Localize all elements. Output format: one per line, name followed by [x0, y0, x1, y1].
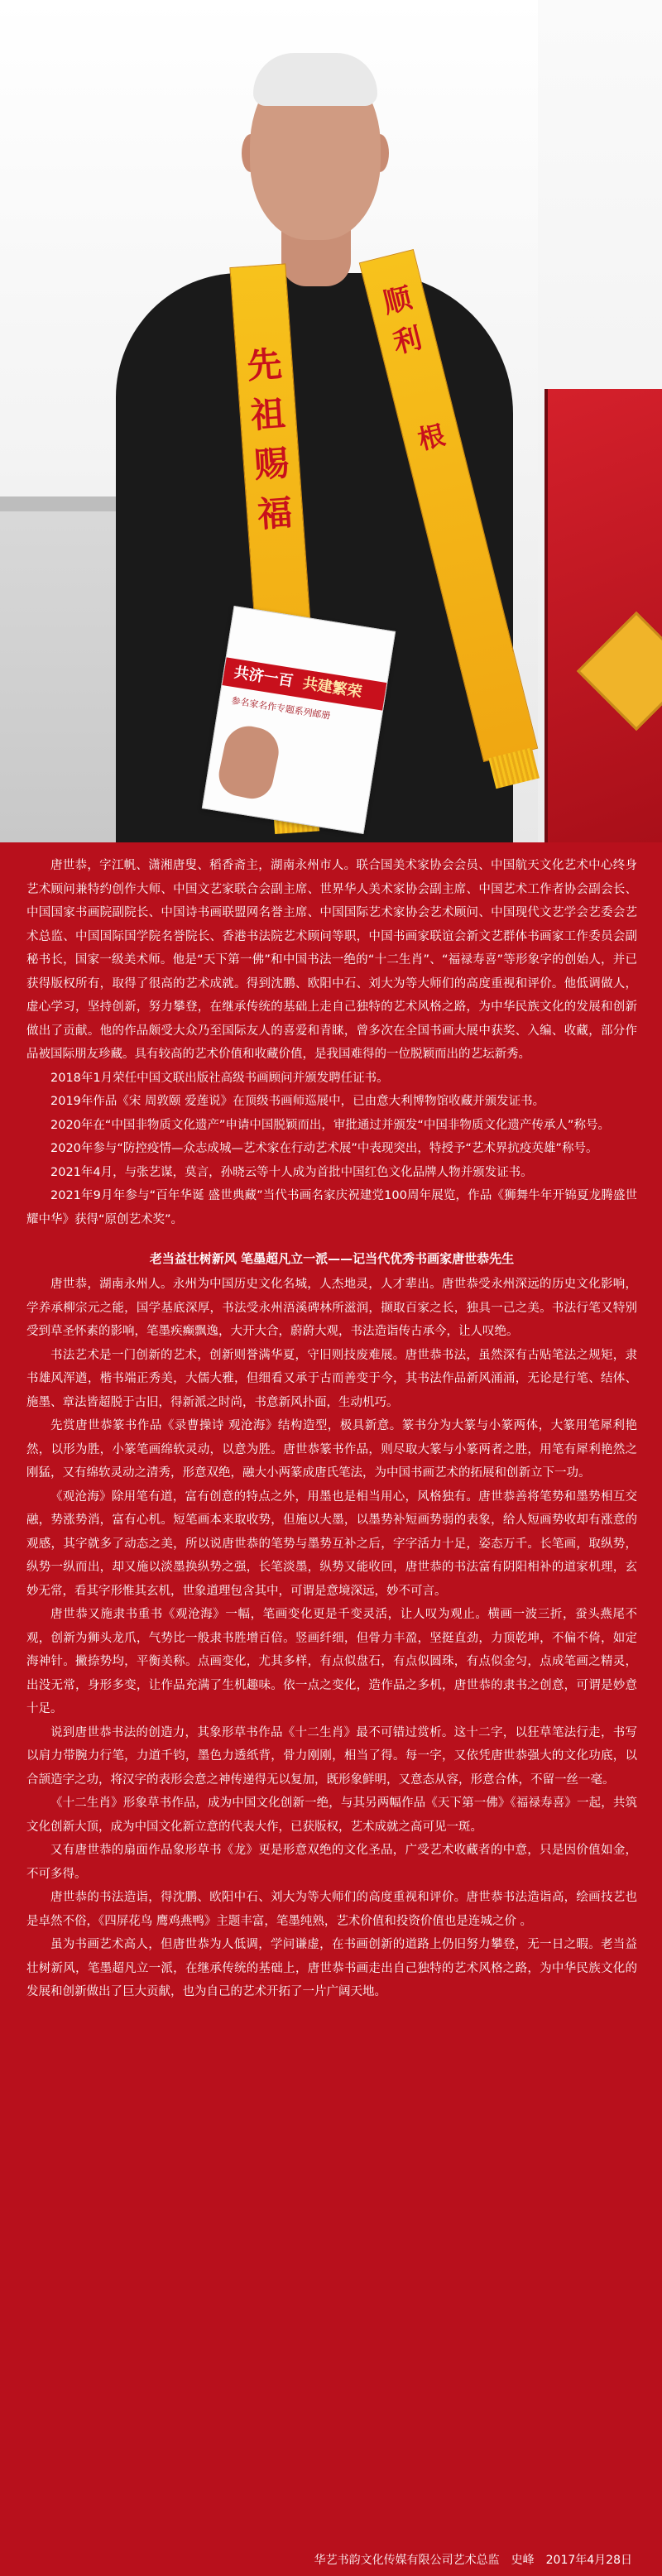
- intro-paragraph: 2018年1月荣任中国文联出版社高级书画顾问并颁发聘任证书。: [50, 1071, 389, 1085]
- intro-paragraph: 2020年在“中国非物质文化遗产”申请中国脱颖而出，审批通过并颁发“中国非物质文化遗产传承人”称号。: [50, 1118, 610, 1132]
- scarf-fringe-right: [488, 747, 540, 789]
- certificate-booklet: [202, 606, 396, 834]
- scarf-right-lower-char: 根: [415, 419, 449, 456]
- article-paragraph: 《观沧海》除用笔有道，富有创意的特点之外，用墨也是相当用心，风格独有。唐世恭善将笔势和墨势相互交融，势涨势消，富有心机。短笔画本来取收势，但施以大墨，以墨势补短画势弱的表象，给人短画势收却有涨意的观感，其字就多了动态之美，所以说唐世恭的笔势与墨势互补之后，字字活力十足，姿态万千。长笔画，取纵势，纵势一纵而出，却又施以淡墨换纵势之强，长笔淡墨，纵势又能收回，唐世恭的书法富有阴阳相补的道家机理，玄妙无常，看其字形惟其玄机，世象道理包含其中，可谓是意境深远，妙不可言。: [26, 1489, 637, 1598]
- author-signature: 华艺书韵文化传媒有限公司艺术总监 史峰 2017年4月28日: [314, 2554, 632, 2567]
- article-paragraph: 唐世恭的书法造诣，得沈鹏、欧阳中石、刘大为等大师们的高度重视和评价。唐世恭书法造诣高，绘画技艺也是卓然不俗，《四屏花鸟 鹰鸡燕鸭》主题丰富，笔墨纯熟，艺术价值和投资价值也是连城之价 。: [26, 1891, 637, 1928]
- article-title: 老当益壮树新风 笔墨超凡立一派——记当代优秀书画家唐世恭先生: [149, 1251, 515, 1266]
- article-paragraph: 《十二生肖》形象草书作品，成为中国文化创新一绝，与其另两幅作品《天下第一佛》《福禄寿喜》一起，共筑文化创新大顶，成为中国文化新立意的代表大作，已获版权，艺术成就之高可见一斑。: [26, 1796, 637, 1834]
- intro-paragraph: 2020年参与“防控疫情—众志成城—艺术家在行动艺术展”中表现突出，特授予“艺术界抗疫英雄”称号。: [50, 1142, 598, 1155]
- article-paragraph: 又有唐世恭的扇面作品象形草书《龙》更是形意双绝的文化圣品，广受艺术收藏者的中意，只是因价值如金，不可多得。: [26, 1844, 637, 1881]
- article-paragraph: 书法艺术是一门创新的艺术，创新则誉满华夏，守旧则技废难展。唐世恭书法，虽然深有古贴笔法之规矩，隶书雄风浑遒，楷书端正秀美，大儒大雅，但细看又承于古而善变于今，其书法作品新风涌涌，无论是行笔、结体、施墨、章法皆超脱于古旧，得新派之时尚，书意新风扑面，生动机巧。: [26, 1348, 637, 1409]
- article-paragraph: 先赏唐世恭篆书作品《录曹操诗 观沧海》结构造型，极具新意。篆书分为大篆与小篆两体，大篆用笔犀利艳然，以形为胜，小篆笔画绵软灵动，以意为胜。唐世恭篆书作品，则尽取大篆与小篆两者之胜，用笔有犀利艳然之刚猛，又有绵软灵动之清秀，形意双绝，融大小两篆成唐氏笔法，为中国书画艺术的拓展和创新立下一功。: [26, 1419, 637, 1480]
- intro-paragraph: 2021年4月，与张艺谋，莫言，孙晓云等十人成为首批中国红色文化品牌人物并颁发证书。: [50, 1165, 533, 1179]
- certificate-brand-right: 共建繁荣: [301, 674, 363, 702]
- article-paragraph: 唐世恭又施隶书重书《观沧海》一幅，笔画变化更是千变灵活，让人叹为观止。横画一波三折，蚕头燕尾不观，创新为狮头龙爪，气势比一般隶书胜增百倍。竖画纤细，但骨力丰盈，坚挺直劲，力顶乾坤，不偏不倚，如定海神针。撇捺势均，平衡美称。点画变化，尤其多样，有点似盘石，有点似圆珠，有点似金匀，点成笔画之精灵，出没无常，身形多变，让作品充满了生机趣味。依一点之变化，造作品之多机，唐世恭的隶书之创意，可谓是妙意十足。: [26, 1608, 637, 1715]
- intro-paragraph: 2019年作品《宋 周敦颐 爱莲说》在顶级书画师巡展中，已由意大利博物馆收藏并颁发证书。: [50, 1095, 545, 1108]
- man-white-hair: [253, 53, 377, 106]
- biography-text-area: [0, 842, 662, 2576]
- intro-paragraph: 2021年9月年参与“百年华诞 盛世典藏”当代书画名家庆祝建党100周年展览，作品《狮舞牛年开锦夏龙腾盛世耀中华》获得“原创艺术奖”。: [26, 1189, 637, 1226]
- scarf-left-text: 先祖赐福: [245, 343, 294, 535]
- certificate-brand-left: 共济一百: [233, 664, 295, 691]
- scarf-right-text: 顺利: [379, 281, 425, 361]
- biography-content: [26, 854, 637, 2004]
- article-paragraph: 说到唐世恭书法的创造力，其象形草书作品《十二生肖》最不可错过赏析。这十二字，以狂草笔法行走，书写以肩力带腕力行笔，力道千钧，墨色力透纸背，骨力刚刚，相当了得。每一字，又依凭唐世恭强大的文化功底，以合颉造字之功，将汉字的表形会意之神传递得无以复加，既形象鲜明，又意态从容，形意合体，不留一丝一毫。: [26, 1725, 637, 1787]
- article-paragraph: 虽为书画艺术高人，但唐世恭为人低调，学问谦虚，在书画创新的道路上仍旧努力攀登，无一日之暇。老当益壮树新风，笔墨超凡立一派，在继承传统的基础上，唐世恭书画走出自己独特的艺术风格之路，为中华民族文化的发展和创新做出了巨大贡献，也为自己的艺术开拓了一片广阔天地。: [26, 1938, 637, 1998]
- intro-paragraph: 唐世恭，字江帆、潇湘唐叟、稻香斋主，湖南永州市人。联合国美术家协会会员、中国航天文化艺术中心终身艺术顾问兼特约创作大师、中国文艺家联合会副主席、世界华人美术家协会副主席、中国艺术工作者协会副会长、中国国家书画院副院长、中国诗书画联盟网名誉主席、中国国际艺术家协会艺术顾问、中国现代文艺学会艺委会艺术总监、中国国际国学院名誉院长、香港书法院艺术顾问等职，中国书画家联谊会新文艺群体书画家工作委员会副秘书长，国家一级美术师。他是“天下第一佛”和中国书法一绝的“十二生肖”、“福禄寿喜”等形象字的创始人，并已获得版权所有，取得了很高的艺术成就。得到沈鹏、欧阳中石、刘大为等大师们的高度重视和评价。他低调做人，虚心学习，坚持创新，努力攀登，在继承传统的基础上走自己独特的艺术风格之路，为中华民族文化的发展和创新做出了贡献。他的作品颇受大众乃至国际友人的喜爱和青睐，曾多次在全国书画大展中获奖、入编、收藏，部分作品被国际朋友珍藏。具有较高的艺术价值和收藏价值，是我国难得的一位脱颖而出的艺坛新秀。: [26, 859, 637, 1061]
- certificate-subtitle: 参名家名作专题系列邮册: [230, 695, 332, 722]
- portrait-photo: [0, 0, 662, 842]
- red-display-board: [544, 389, 662, 842]
- article-paragraph: 唐世恭，湖南永州人。永州为中国历史文化名城，人杰地灵，人才辈出。唐世恭受永州深远的历史文化影响，学养承柳宗元之能，国学基底深厚，书法受永州浯溪碑林所滋润，撷取百家之长，独具一己之美。书法行笔又特别受到草圣怀素的影响，笔墨疾癫飘逸，大开大合，蔚蔚大观，书法造诣传古承今，让人叹绝。: [26, 1278, 637, 1338]
- desk: [0, 496, 124, 842]
